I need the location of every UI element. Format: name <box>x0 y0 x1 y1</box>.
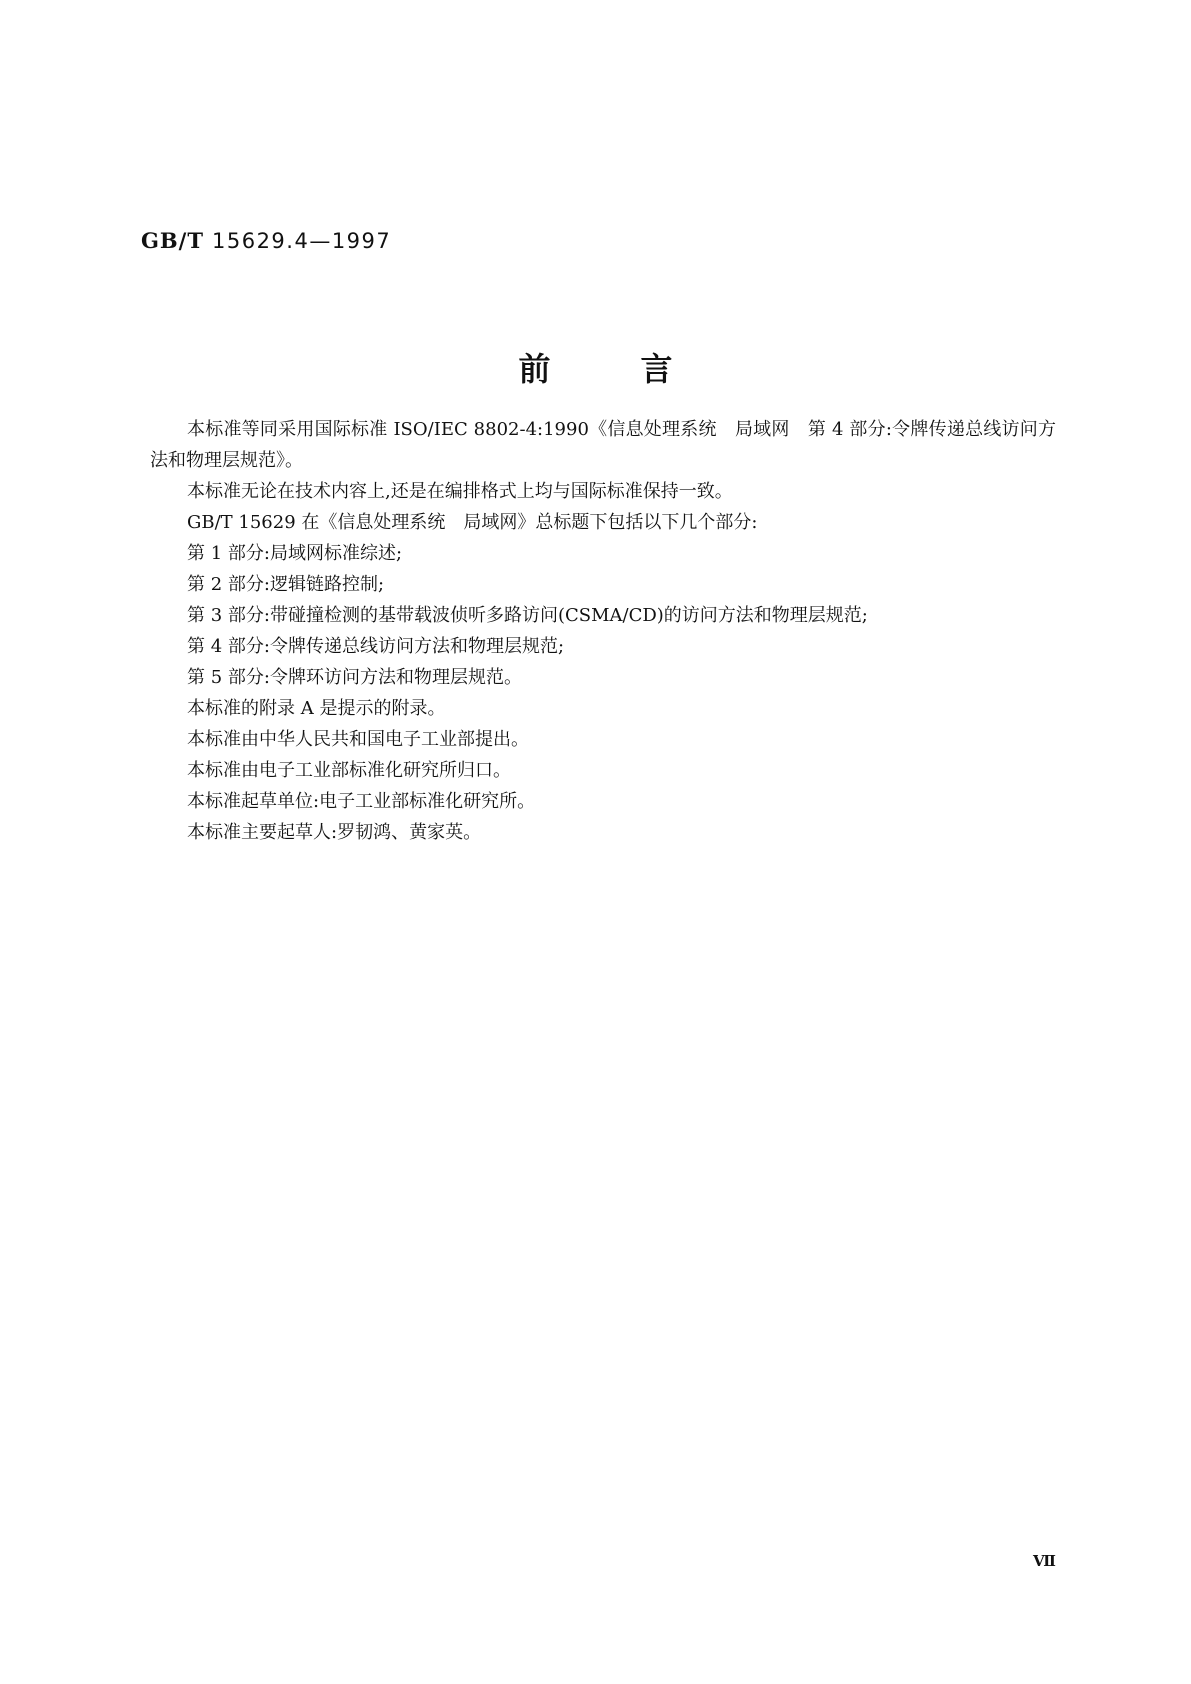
standard-header <box>141 228 391 253</box>
paragraph: 本标准由电子工业部标准化研究所归口。 <box>187 760 511 781</box>
paragraph: 第 4 部分:令牌传递总线访问方法和物理层规范; <box>187 636 565 657</box>
paragraph: 本标准无论在技术内容上,还是在编排格式上均与国际标准保持一致。 <box>187 481 733 502</box>
preface-body <box>150 414 1056 848</box>
paragraph: 第 3 部分:带碰撞检测的基带载波侦听多路访问(CSMA/CD)的访问方法和物理层规范; <box>187 605 868 626</box>
paragraph: 本标准的附录 A 是提示的附录。 <box>187 698 446 719</box>
paragraph: 本标准等同采用国际标准 ISO/IEC 8802-4:1990《信息处理系统 局域网 第 4 部分:令牌传递总线访问方法和物理层规范》。 <box>150 419 1056 471</box>
paragraph: 第 5 部分:令牌环访问方法和物理层规范。 <box>187 667 522 688</box>
page-title: 前言 <box>518 350 763 388</box>
paragraph: 本标准起草单位:电子工业部标准化研究所。 <box>187 791 536 812</box>
page-number: Ⅶ <box>1033 1552 1056 1570</box>
paragraph: 第 2 部分:逻辑链路控制; <box>187 574 385 595</box>
paragraph: 本标准由中华人民共和国电子工业部提出。 <box>187 729 529 750</box>
standard-code: GB/T <box>141 228 204 253</box>
paragraph: GB/T 15629 在《信息处理系统 局域网》总标题下包括以下几个部分: <box>187 512 758 533</box>
paragraph: 本标准主要起草人:罗韧鸿、黄家英。 <box>187 822 482 843</box>
paragraph: 第 1 部分:局域网标准综述; <box>187 543 403 564</box>
standard-number: 15629.4—1997 <box>211 229 392 253</box>
